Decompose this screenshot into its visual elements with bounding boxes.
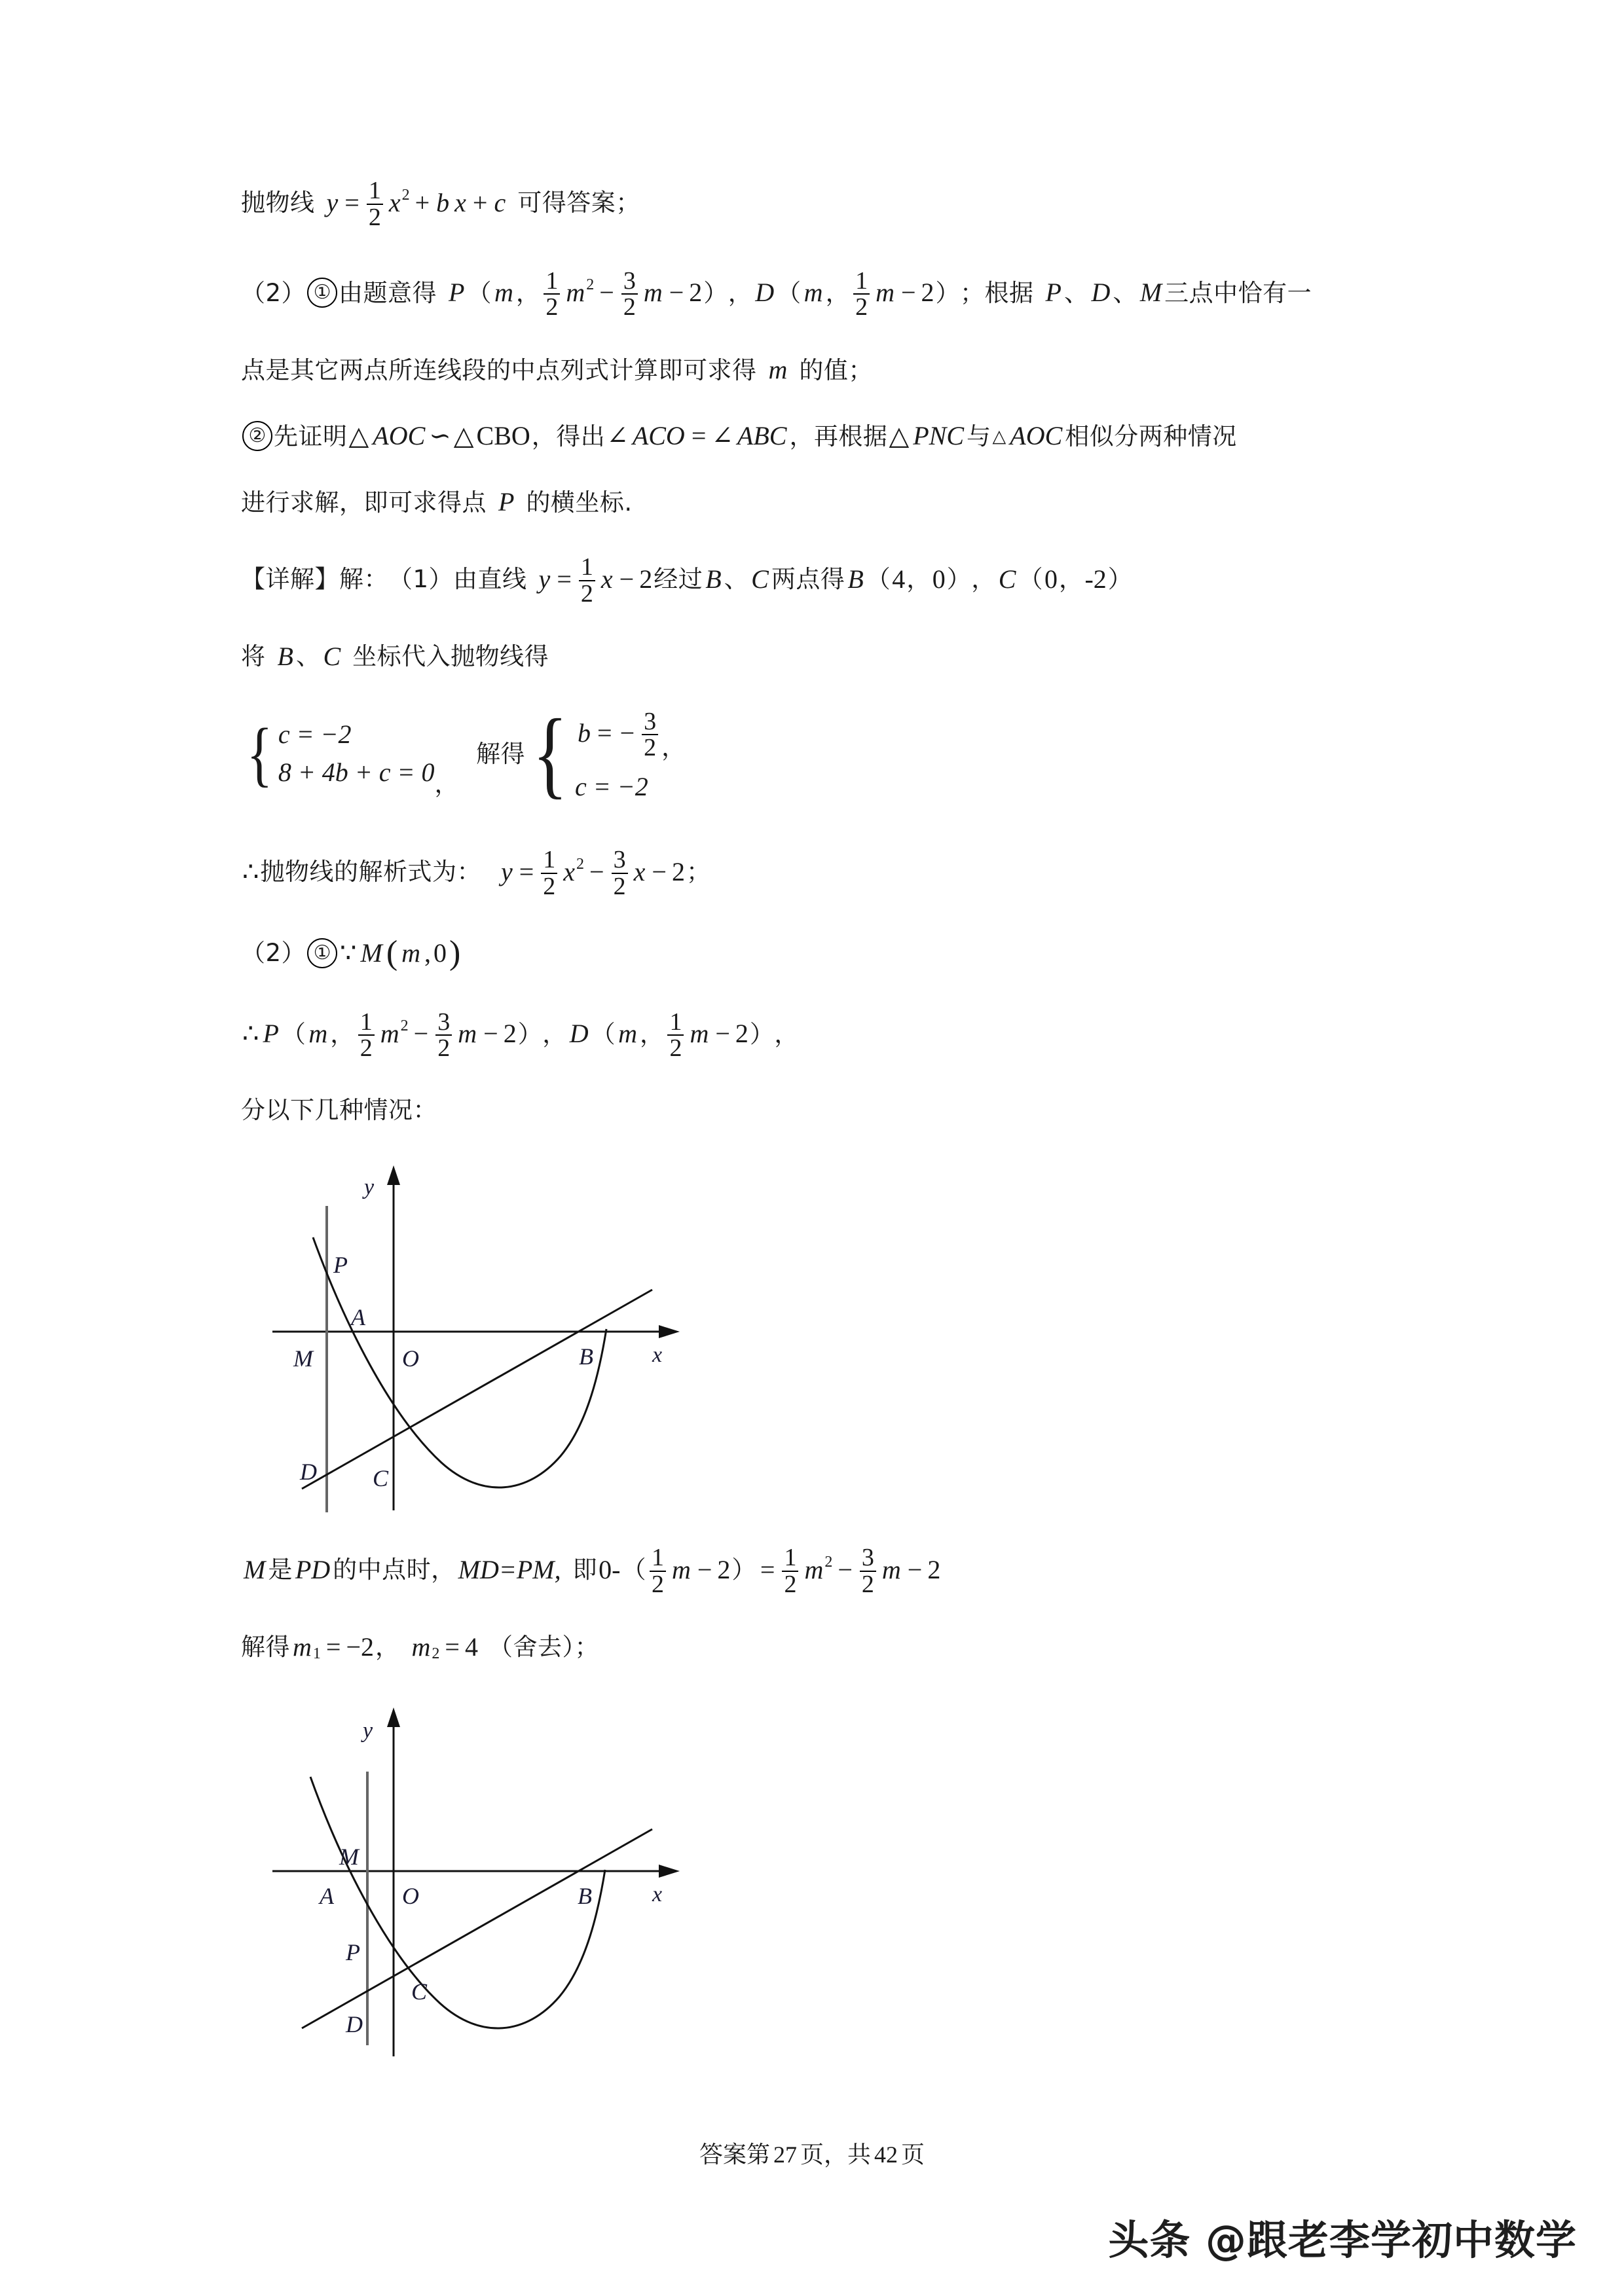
triangle-icon-1: △ <box>348 421 369 450</box>
line2-lparen-2: （ <box>777 278 802 307</box>
fraction-numerator: 1 <box>784 1544 797 1571</box>
line14-sub-1: 1 <box>312 1645 321 1662</box>
fraction-denominator: 2 <box>650 1571 666 1597</box>
line9-exponent: 2 <box>576 855 585 873</box>
line14-value-1: −2 <box>346 1631 375 1662</box>
line6-t2: 经过 <box>654 565 703 594</box>
fraction-denominator: 2 <box>642 734 658 761</box>
line13-m-3: m <box>881 1554 901 1584</box>
line13-minus-1: − <box>697 1554 712 1584</box>
angle-icon-2: ∠ <box>711 421 733 450</box>
fraction-one-half-7 <box>664 1010 687 1062</box>
fraction-one-half-8 <box>646 1545 669 1597</box>
line11-minus-3: − <box>715 1019 730 1049</box>
line1-exponent: 2 <box>401 186 410 204</box>
line11-exponent: 2 <box>400 1017 409 1035</box>
fraction-numerator: 1 <box>855 266 868 295</box>
line2-comma-3: ， <box>825 278 851 307</box>
circled-number-1: ① <box>307 278 337 308</box>
sys2-minus: − <box>619 718 635 748</box>
text-line-solve-note <box>241 489 1413 515</box>
line6-equals: = <box>557 564 572 594</box>
line6-negtwo: -2 <box>1084 564 1107 594</box>
line13-exponent: 2 <box>824 1553 833 1571</box>
line9-minus: − <box>589 856 604 886</box>
fraction-one-half-3 <box>850 268 873 321</box>
line11-two: 2 <box>503 1019 517 1049</box>
line6-t3: 两点得 <box>771 565 845 594</box>
triangle-icon-4-small: △ <box>992 426 1006 446</box>
line9-minus-2: − <box>652 856 667 886</box>
line4-PNC: PNC <box>913 421 964 450</box>
svg-text:B: B <box>579 1343 593 1370</box>
therefore-icon-2: ∴ <box>242 1019 259 1049</box>
fraction-one-half-4 <box>576 555 599 607</box>
svg-text:C: C <box>411 1978 428 2005</box>
line11-m-4: m <box>618 1019 637 1049</box>
footer-total-pages: 42 <box>874 2141 898 2168</box>
equation-system-row <box>241 699 1413 809</box>
text-line-cases-intro <box>241 1098 1413 1122</box>
sys2-equals: = <box>597 718 612 748</box>
line1-var-y: y <box>326 187 339 217</box>
line1-x: x <box>388 187 401 217</box>
line11-comma-2: ， <box>542 1019 567 1048</box>
triangle-icon-3: △ <box>889 421 910 450</box>
line10-prefix: （2） <box>241 939 306 967</box>
line2-comma-2: ， <box>728 278 753 307</box>
line1-plus-2: + <box>472 187 488 217</box>
fraction-three-halves <box>618 268 641 321</box>
system-of-equations-1 <box>241 714 435 794</box>
left-brace-icon-1: { <box>246 714 273 794</box>
sys2-b: b <box>578 718 591 748</box>
svg-text:P: P <box>333 1252 348 1278</box>
line6-C: C <box>751 564 769 594</box>
line14-comma: ， <box>375 1633 400 1661</box>
line4-AOC-2: AOC <box>1010 421 1063 450</box>
footer-page-number: 27 <box>773 2141 797 2168</box>
similar-icon: ∽ <box>429 421 451 450</box>
line10-lparen: ( <box>386 934 398 972</box>
line4-comma-2: ， <box>789 422 814 450</box>
line2-exponent: 2 <box>586 276 595 294</box>
line5-text: 进行求解，即可求得点 <box>241 488 487 517</box>
line14-m-2: m <box>411 1631 431 1662</box>
line2-rparen-1: ） <box>703 278 728 307</box>
line9-equals: = <box>519 856 534 886</box>
line7-C: C <box>323 641 341 671</box>
line2-prefix: （2） <box>241 278 306 307</box>
line6-B2: B <box>847 564 864 594</box>
line9-two: 2 <box>671 856 685 886</box>
footer-suffix: 页 <box>901 2141 925 2168</box>
line2-two-2: 2 <box>921 278 934 308</box>
line10-M: M <box>360 938 382 968</box>
line2-semicolon: ； <box>960 278 985 307</box>
line2-minus-1: − <box>599 278 614 308</box>
page-footer <box>0 2136 1624 2170</box>
line3-tail: 的值； <box>799 355 873 384</box>
line10-comma: , <box>424 938 432 968</box>
detail-tag: 【详解】 <box>241 565 339 594</box>
line11-comma-1: ， <box>330 1019 355 1048</box>
svg-text:M: M <box>339 1843 359 1870</box>
line2-m-1: m <box>494 278 513 308</box>
line4-t1: 先证明 <box>274 422 348 450</box>
line6-comma-2: ， <box>971 565 996 594</box>
fraction-denominator: 2 <box>782 1571 798 1597</box>
line2-lparen-1: （ <box>467 278 492 307</box>
line13-m-2: m <box>804 1554 824 1584</box>
line4-CBO: CBO <box>476 421 530 450</box>
line6-B: B <box>705 564 722 594</box>
svg-text:A: A <box>320 1882 334 1909</box>
fraction-three-halves-4 <box>432 1010 455 1062</box>
text-line-detailed-solution <box>241 553 1413 606</box>
fraction-one-half-2 <box>540 268 563 321</box>
text-line-M-definition <box>241 936 1413 970</box>
sys2-row2: c = −2 <box>575 772 648 801</box>
fraction-numerator: 1 <box>543 846 556 873</box>
line2-text3: 三点中恰有一 <box>1164 278 1312 307</box>
line11-P: P <box>263 1019 279 1049</box>
footer-prefix: 答案第 <box>699 2141 770 2168</box>
line1-x2: x <box>454 187 466 217</box>
line6-minus: − <box>619 564 635 594</box>
line2-m-3: m <box>643 278 663 308</box>
line11-rparen-2: ） <box>749 1019 775 1048</box>
line7-t2: 坐标代入抛物线得 <box>352 642 549 670</box>
text-line-midpoint-explain <box>241 357 1413 383</box>
sys2-row1 <box>575 708 686 760</box>
line13-minus-2: − <box>838 1554 853 1584</box>
line14-equals-1: = <box>325 1631 341 1662</box>
fraction-numerator: 1 <box>360 1008 373 1036</box>
line7-dun: 、 <box>295 642 321 670</box>
svg-text:x: x <box>652 1343 663 1367</box>
fraction-denominator: 2 <box>579 580 595 607</box>
figure-case-2 <box>266 1700 1413 2066</box>
line2-m-5: m <box>876 278 895 308</box>
fraction-numerator: 3 <box>437 1008 451 1036</box>
line9-semicolon: ； <box>686 858 711 886</box>
fraction-numerator: 3 <box>644 707 657 735</box>
svg-text:C: C <box>373 1465 389 1491</box>
text-line-parabola-intro <box>241 177 1413 229</box>
line11-m-2: m <box>380 1019 399 1049</box>
fraction-three-halves-5 <box>857 1545 879 1597</box>
line10-zero: 0 <box>434 938 447 968</box>
svg-text:P: P <box>346 1939 360 1965</box>
svg-text:y: y <box>364 1175 375 1199</box>
line2-text1: 由题意得 <box>339 278 437 307</box>
fraction-one-half <box>363 178 386 230</box>
footer-middle: 页，共 <box>800 2141 871 2168</box>
line6-jie: 解： <box>339 565 388 594</box>
fraction-numerator: 1 <box>580 553 593 581</box>
svg-text:D: D <box>300 1459 317 1485</box>
line13-minus-3: − <box>907 1554 923 1584</box>
fraction-numerator: 3 <box>623 266 636 295</box>
line11-rparen-1: ） <box>517 1019 543 1048</box>
line13-equals: = <box>760 1554 775 1584</box>
text-line-parabola-expression <box>241 846 1413 898</box>
line6-x: x <box>600 564 613 594</box>
line1-c: c <box>494 187 506 217</box>
line9-t1: 抛物线的解析式为： <box>260 858 481 886</box>
line13-MDPM: MD=PM, <box>458 1554 561 1584</box>
line12-text: 分以下几种情况： <box>241 1096 437 1124</box>
fraction-numerator: 3 <box>613 846 626 873</box>
svg-text:A: A <box>351 1304 365 1330</box>
fraction-denominator: 2 <box>860 1571 876 1597</box>
line2-dun-2: 、 <box>1113 278 1137 307</box>
line2-point-D: D <box>755 278 775 308</box>
line8-comma: ， <box>434 770 460 798</box>
line6-zero: 0 <box>932 564 946 594</box>
line13-t3: 即 <box>572 1556 598 1584</box>
fraction-one-half-6 <box>355 1010 378 1062</box>
line10-rparen: ) <box>449 934 461 972</box>
line11-comma-3: ， <box>639 1019 665 1048</box>
text-line-PD-coords <box>241 1008 1413 1061</box>
sys1-row2: 8 + 4b + c = 0 <box>278 757 435 788</box>
left-brace-icon-2: { <box>532 699 568 809</box>
svg-text:x: x <box>652 1882 663 1906</box>
fraction-denominator: 2 <box>544 293 560 320</box>
line14-sub-2: 2 <box>432 1645 440 1662</box>
svg-text:O: O <box>402 1345 419 1372</box>
line7-t1: 将 <box>241 642 266 670</box>
line14-jiede: 解得 <box>241 1633 290 1661</box>
fraction-numerator: 1 <box>368 177 381 204</box>
line13-PD: PD <box>295 1554 331 1584</box>
triangle-icon-2: △ <box>453 421 474 450</box>
line2-text2: 根据 <box>984 278 1034 307</box>
line3-text: 点是其它两点所连线段的中点列式计算即可求得 <box>241 355 757 384</box>
line1-lead: 抛物线 <box>241 189 315 217</box>
line6-lparen-1: （ <box>866 565 891 594</box>
line2-D-ref: D <box>1091 278 1111 308</box>
line13-zero-minus: 0- <box>599 1554 621 1584</box>
line11-lparen-2: （ <box>591 1019 616 1048</box>
line3-m: m <box>768 355 788 384</box>
line2-comma-1: ， <box>515 278 541 307</box>
because-icon: ∵ <box>340 938 357 968</box>
line4-t5: 相似分两种情况 <box>1065 422 1237 450</box>
svg-text:O: O <box>402 1882 419 1909</box>
line13-two-2: 2 <box>927 1554 941 1584</box>
line11-m-1: m <box>308 1019 328 1049</box>
line6-two: 2 <box>639 564 653 594</box>
fraction-one-half-9 <box>779 1545 802 1597</box>
line2-minus-2: − <box>669 278 684 308</box>
graph-case-1-svg <box>266 1154 698 1520</box>
line9-x: x <box>563 856 576 886</box>
line1-plus-1: + <box>415 187 430 217</box>
line11-minus-2: − <box>483 1019 498 1049</box>
line2-point-P: P <box>449 278 465 308</box>
line6-rparen-2: ） <box>1107 565 1133 594</box>
line11-comma-4: ， <box>774 1019 799 1048</box>
line2-minus-3: − <box>900 278 916 308</box>
fraction-one-half-5 <box>538 847 561 900</box>
line9-y: y <box>500 856 513 886</box>
line11-lparen-1: （ <box>281 1019 306 1048</box>
angle-icon-1: ∠ <box>606 421 629 450</box>
line6-four: 4 <box>892 564 906 594</box>
line6-t1: 由直线 <box>453 565 527 594</box>
line11-m-3: m <box>458 1019 477 1049</box>
line2-dun-1: 、 <box>1063 278 1089 307</box>
line13-rparen: ） <box>731 1556 756 1584</box>
circled-number-1-b: ① <box>307 938 337 968</box>
line1-equals: = <box>344 187 360 217</box>
fraction-numerator: 1 <box>669 1008 682 1036</box>
line2-P-ref: P <box>1045 278 1061 308</box>
line13-lparen: （ <box>621 1556 646 1584</box>
line4-t2: 得出 <box>556 422 606 450</box>
fraction-three-halves-2 <box>638 709 661 761</box>
therefore-icon-1: ∴ <box>242 856 259 886</box>
line5-tail: 的横坐标. <box>526 488 633 517</box>
svg-text:D: D <box>346 2011 363 2037</box>
line4-t4: 与 <box>967 422 991 450</box>
line6-zero-2: 0 <box>1044 564 1058 594</box>
line6-num: （1） <box>388 565 454 594</box>
line2-m-2: m <box>566 278 585 308</box>
line8-jiede: 解得 <box>476 739 526 768</box>
line7-B: B <box>277 641 293 671</box>
line11-minus-1: − <box>413 1019 429 1049</box>
line13-two-1: 2 <box>717 1554 731 1584</box>
line11-m-5: m <box>690 1019 709 1049</box>
line6-comma-3: ， <box>1058 565 1084 594</box>
figure-case-1 <box>266 1154 1413 1520</box>
line6-C2: C <box>998 564 1016 594</box>
line13-t1: 是 <box>268 1556 293 1584</box>
line11-D: D <box>569 1019 589 1049</box>
line1-tail: 可得答案； <box>517 189 640 217</box>
text-line-part2-step2 <box>241 421 1413 451</box>
fraction-denominator: 2 <box>612 873 628 900</box>
watermark-toutiao: 头条 @跟老李学初中数学 <box>1108 2216 1577 2264</box>
line14-m-1: m <box>293 1631 312 1662</box>
system-of-equations-2 <box>525 699 686 809</box>
line10-m: m <box>401 938 421 968</box>
circled-number-2: ② <box>242 421 272 451</box>
fraction-denominator: 2 <box>621 293 638 320</box>
fraction-denominator: 2 <box>435 1034 452 1061</box>
svg-text:y: y <box>363 1718 373 1743</box>
line4-comma-1: ， <box>531 422 557 450</box>
line5-P: P <box>498 487 515 517</box>
svg-text:M: M <box>293 1345 313 1372</box>
sys2-comma: ， <box>661 733 686 761</box>
line4-ABC: ABC <box>737 421 787 450</box>
line14-equals-2: = <box>445 1631 460 1662</box>
line2-two: 2 <box>689 278 703 308</box>
fraction-denominator: 2 <box>667 1034 684 1061</box>
line1-b: b <box>436 187 450 217</box>
fraction-three-halves-3 <box>608 847 631 900</box>
line6-lparen-2: （ <box>1018 565 1043 594</box>
line2-rparen-2: ） <box>935 278 961 307</box>
line4-ACO: ACO <box>632 421 685 450</box>
line14-value-2: 4 <box>464 1631 478 1662</box>
fraction-numerator: 3 <box>861 1544 874 1571</box>
fraction-numerator: 1 <box>651 1544 664 1571</box>
fraction-denominator: 2 <box>358 1034 375 1061</box>
line2-M-ref: M <box>1139 278 1162 308</box>
svg-text:B: B <box>578 1882 592 1909</box>
fraction-numerator: 1 <box>545 266 559 295</box>
fraction-denominator: 2 <box>367 204 383 230</box>
line13-t2: 的中点时， <box>333 1556 456 1584</box>
text-line-part2-step1 <box>241 267 1413 319</box>
line2-m-4: m <box>803 278 823 308</box>
line6-comma-1: ， <box>906 565 931 594</box>
line6-y: y <box>538 564 551 594</box>
line6-dun: 、 <box>724 565 749 594</box>
line13-m-1: m <box>671 1554 691 1584</box>
line13-M: M <box>244 1554 266 1584</box>
graph-case-2-svg <box>266 1700 698 2066</box>
line4-equals: = <box>691 421 707 450</box>
line14-note: （舍去）； <box>488 1633 599 1661</box>
line6-rparen-1: ） <box>946 565 972 594</box>
fraction-denominator: 2 <box>853 293 870 320</box>
text-line-midpoint-equation <box>241 1544 1413 1596</box>
text-line-solution-values <box>241 1631 1413 1662</box>
document-body <box>241 177 1413 2090</box>
text-line-substitute <box>241 641 1413 671</box>
fraction-denominator: 2 <box>541 873 557 900</box>
line4-t3: 再根据 <box>813 422 888 450</box>
sys1-row1: c = −2 <box>278 720 352 750</box>
line11-two-2: 2 <box>735 1019 748 1049</box>
line4-AOC: AOC <box>373 421 426 450</box>
line9-x2: x <box>633 856 646 886</box>
